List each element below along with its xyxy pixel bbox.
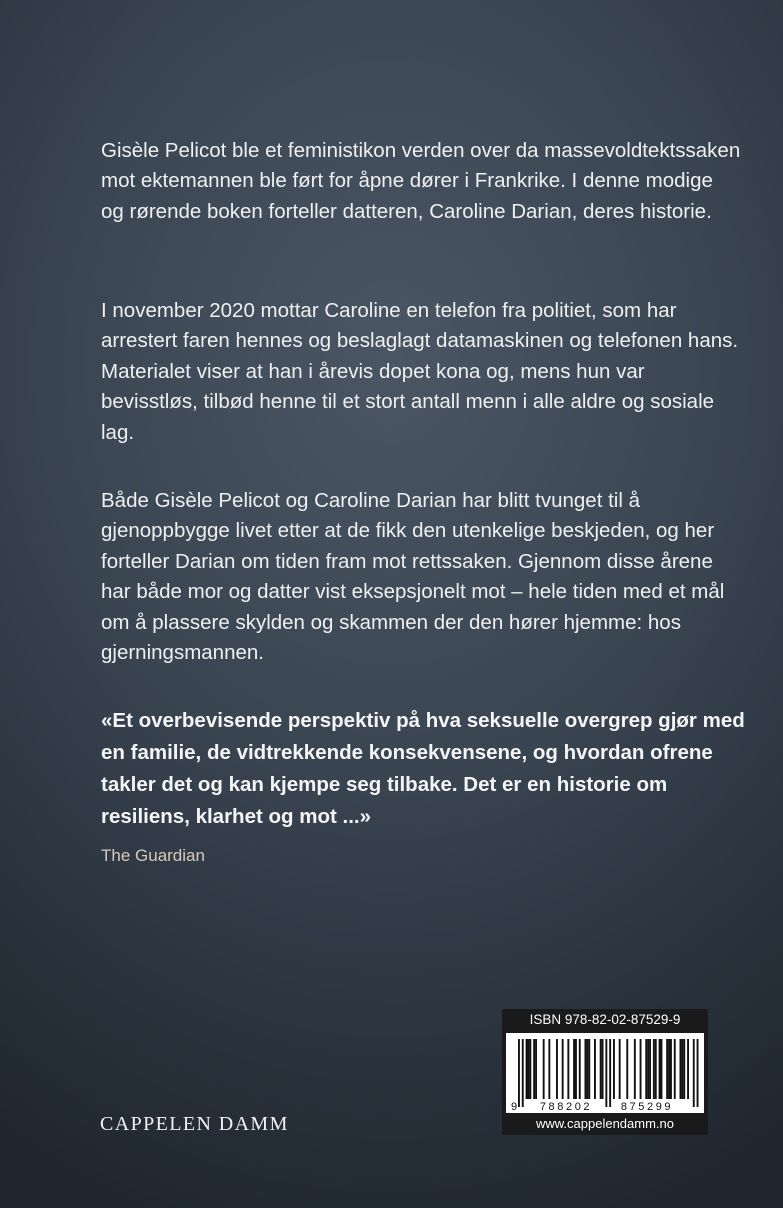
barcode-bar: [548, 1039, 550, 1099]
barcode-bar: [594, 1039, 596, 1099]
barcode-bar: [687, 1039, 689, 1099]
barcode-bar: [661, 1039, 663, 1099]
barcode-bar: [600, 1039, 602, 1099]
blurb-paragraph-3: [101, 486, 741, 668]
blurb-paragraph-2: [101, 296, 741, 448]
barcode-bar: [659, 1039, 661, 1099]
barcode-bar: [653, 1039, 655, 1099]
barcode-bar: [586, 1039, 588, 1099]
paragraph-text: I november 2020 mottar Caroline en telefon fra politiet, som har arrestert faren hennes og beslaglagt datamaskinen og telefonen hans. Materialet viser at han i årevis dopet kona og, mens hun var bevisstløs, tilbød henne til et stort antall menn i alle aldre og sosiale lag.: [101, 299, 739, 444]
paragraph-text: Gisèle Pelicot ble et feministikon verden over da massevoldtektssaken mot ektemannen ble ført for åpne dører i Frankrike. I denne modige og rørende boken forteller datteren, Caroline Darian, deres historie.: [101, 139, 741, 223]
barcode-bar: [575, 1039, 577, 1099]
isbn-label: ISBN 978-82-02-87529-9: [529, 1012, 681, 1027]
barcode-bar: [697, 1039, 699, 1107]
barcode-bar: [518, 1039, 520, 1107]
barcode-bar: [613, 1039, 615, 1099]
barcode: [506, 1033, 704, 1113]
barcode-bar: [588, 1039, 590, 1099]
barcode-bar: [533, 1039, 535, 1099]
review-quote: «Et overbevisende perspektiv på hva seksuelle overgrep gjør med en familie, de vidtrekkende konsekvensene, og hvordan ofrene takler det og kan kjempe seg tilbake. Det er en historie om resiliens, klarhet og mot ...»: [101, 709, 745, 828]
barcode-bar: [626, 1039, 628, 1099]
barcode-bar: [605, 1039, 607, 1107]
barcode-bar: [585, 1039, 587, 1099]
barcode-bar: [535, 1039, 537, 1099]
barcode-bar: [529, 1039, 531, 1099]
paragraph-text: Både Gisèle Pelicot og Caroline Darian har blitt tvunget til å gjenoppbygge livet etter at de fikk den utenkelige beskjeden, og her forteller Darian om tiden fram mot rettssaken. Gjennom disse årene har både mor og datter vist eksepsjonelt mot – hele tiden med et mål om å plassere skylden og skammen der den hører hjemme: hos gjerningsmannen.: [101, 489, 725, 665]
barcode-bar: [693, 1039, 695, 1107]
barcode-bar: [683, 1039, 685, 1099]
barcode-bar: [666, 1039, 668, 1099]
barcode-bar: [640, 1039, 642, 1099]
publisher-logo: CAPPELEN DAMM: [100, 1113, 289, 1135]
barcode-bar: [602, 1039, 604, 1099]
barcode-bar: [647, 1039, 649, 1099]
barcode-bar: [655, 1039, 657, 1099]
publisher-url: www.cappelendamm.no: [535, 1116, 675, 1131]
barcode-left-digits: 788202: [539, 1101, 593, 1113]
barcode-bar: [556, 1039, 558, 1099]
barcode-bar: [619, 1039, 621, 1099]
barcode-bar: [681, 1039, 683, 1099]
barcode-bar: [562, 1039, 564, 1099]
barcode-bar: [668, 1039, 670, 1099]
barcode-bar: [670, 1039, 672, 1099]
barcode-right-digits: 875299: [620, 1101, 674, 1113]
barcode-bar: [522, 1039, 524, 1107]
barcode-bar: [609, 1039, 611, 1107]
barcode-bar: [649, 1039, 651, 1099]
barcode-bar: [567, 1039, 569, 1099]
blurb-paragraph-1: [101, 136, 741, 227]
barcode-bar: [680, 1039, 682, 1099]
barcode-bar: [645, 1039, 647, 1099]
barcode-bar: [528, 1039, 530, 1099]
barcode-graphic: [506, 1033, 704, 1113]
barcode-first-digit: 9: [511, 1101, 518, 1113]
barcode-bar: [526, 1039, 528, 1099]
barcode-bar: [579, 1039, 581, 1099]
quote-source: The Guardian: [101, 846, 205, 865]
isbn-barcode-panel: [502, 1009, 708, 1135]
barcode-bar: [634, 1039, 636, 1099]
barcode-bar: [543, 1039, 545, 1099]
barcode-bar: [573, 1039, 575, 1099]
barcode-bar: [674, 1039, 676, 1099]
